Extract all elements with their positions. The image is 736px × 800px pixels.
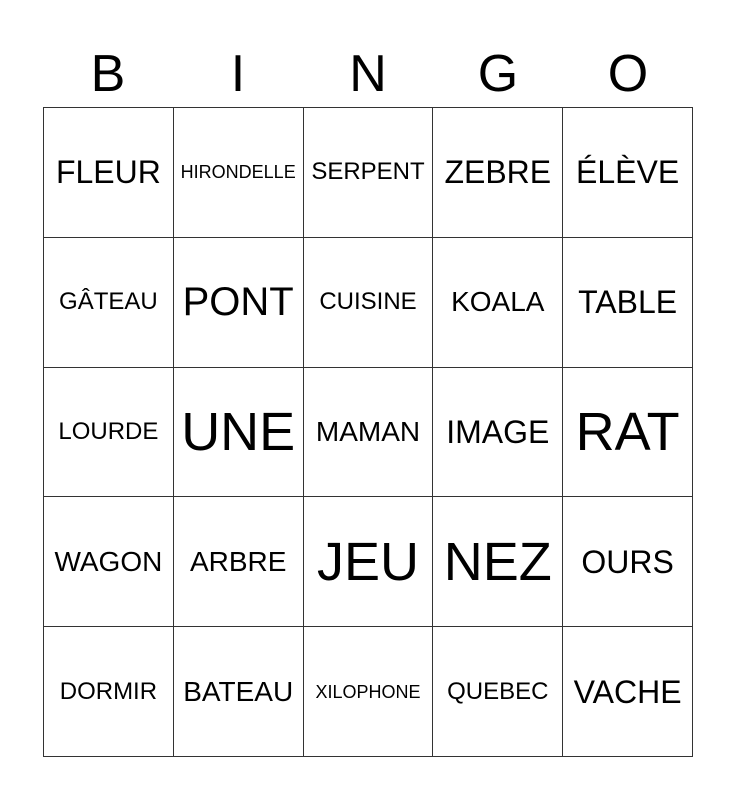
header-letter-g: G [477, 45, 519, 103]
bingo-cell[interactable]: NEZ [433, 497, 563, 627]
header-letter-n: N [349, 45, 387, 103]
bingo-cell[interactable]: MAMAN [304, 368, 434, 498]
header-letter-b: B [90, 45, 126, 103]
bingo-cell[interactable]: BATEAU [174, 627, 304, 757]
bingo-cell[interactable]: GÂTEAU [44, 238, 174, 368]
bingo-cell[interactable]: ÉLÈVE [563, 108, 693, 238]
bingo-cell[interactable]: OURS [563, 497, 693, 627]
bingo-cell[interactable]: IMAGE [433, 368, 563, 498]
bingo-cell[interactable]: JEU [304, 497, 434, 627]
bingo-cell[interactable]: RAT [563, 368, 693, 498]
bingo-card-grid [43, 107, 693, 757]
bingo-cell[interactable]: VACHE [563, 627, 693, 757]
bingo-cell[interactable]: FLEUR [44, 108, 174, 238]
bingo-cell[interactable]: ARBRE [174, 497, 304, 627]
bingo-cell[interactable]: PONT [174, 238, 304, 368]
bingo-cell[interactable]: LOURDE [44, 368, 174, 498]
bingo-cell[interactable]: HIRONDELLE [174, 108, 304, 238]
bingo-cell[interactable]: SERPENT [304, 108, 434, 238]
bingo-cell[interactable]: WAGON [44, 497, 174, 627]
bingo-cell[interactable]: XILOPHONE [304, 627, 434, 757]
bingo-cell[interactable]: QUEBEC [433, 627, 563, 757]
bingo-header [43, 40, 693, 108]
header-letter-o: O [607, 45, 649, 103]
bingo-cell[interactable]: ZEBRE [433, 108, 563, 238]
bingo-cell[interactable]: UNE [174, 368, 304, 498]
header-letter-i: I [230, 45, 246, 103]
bingo-cell[interactable]: TABLE [563, 238, 693, 368]
bingo-cell[interactable]: DORMIR [44, 627, 174, 757]
bingo-cell[interactable]: CUISINE [304, 238, 434, 368]
bingo-cell[interactable]: KOALA [433, 238, 563, 368]
